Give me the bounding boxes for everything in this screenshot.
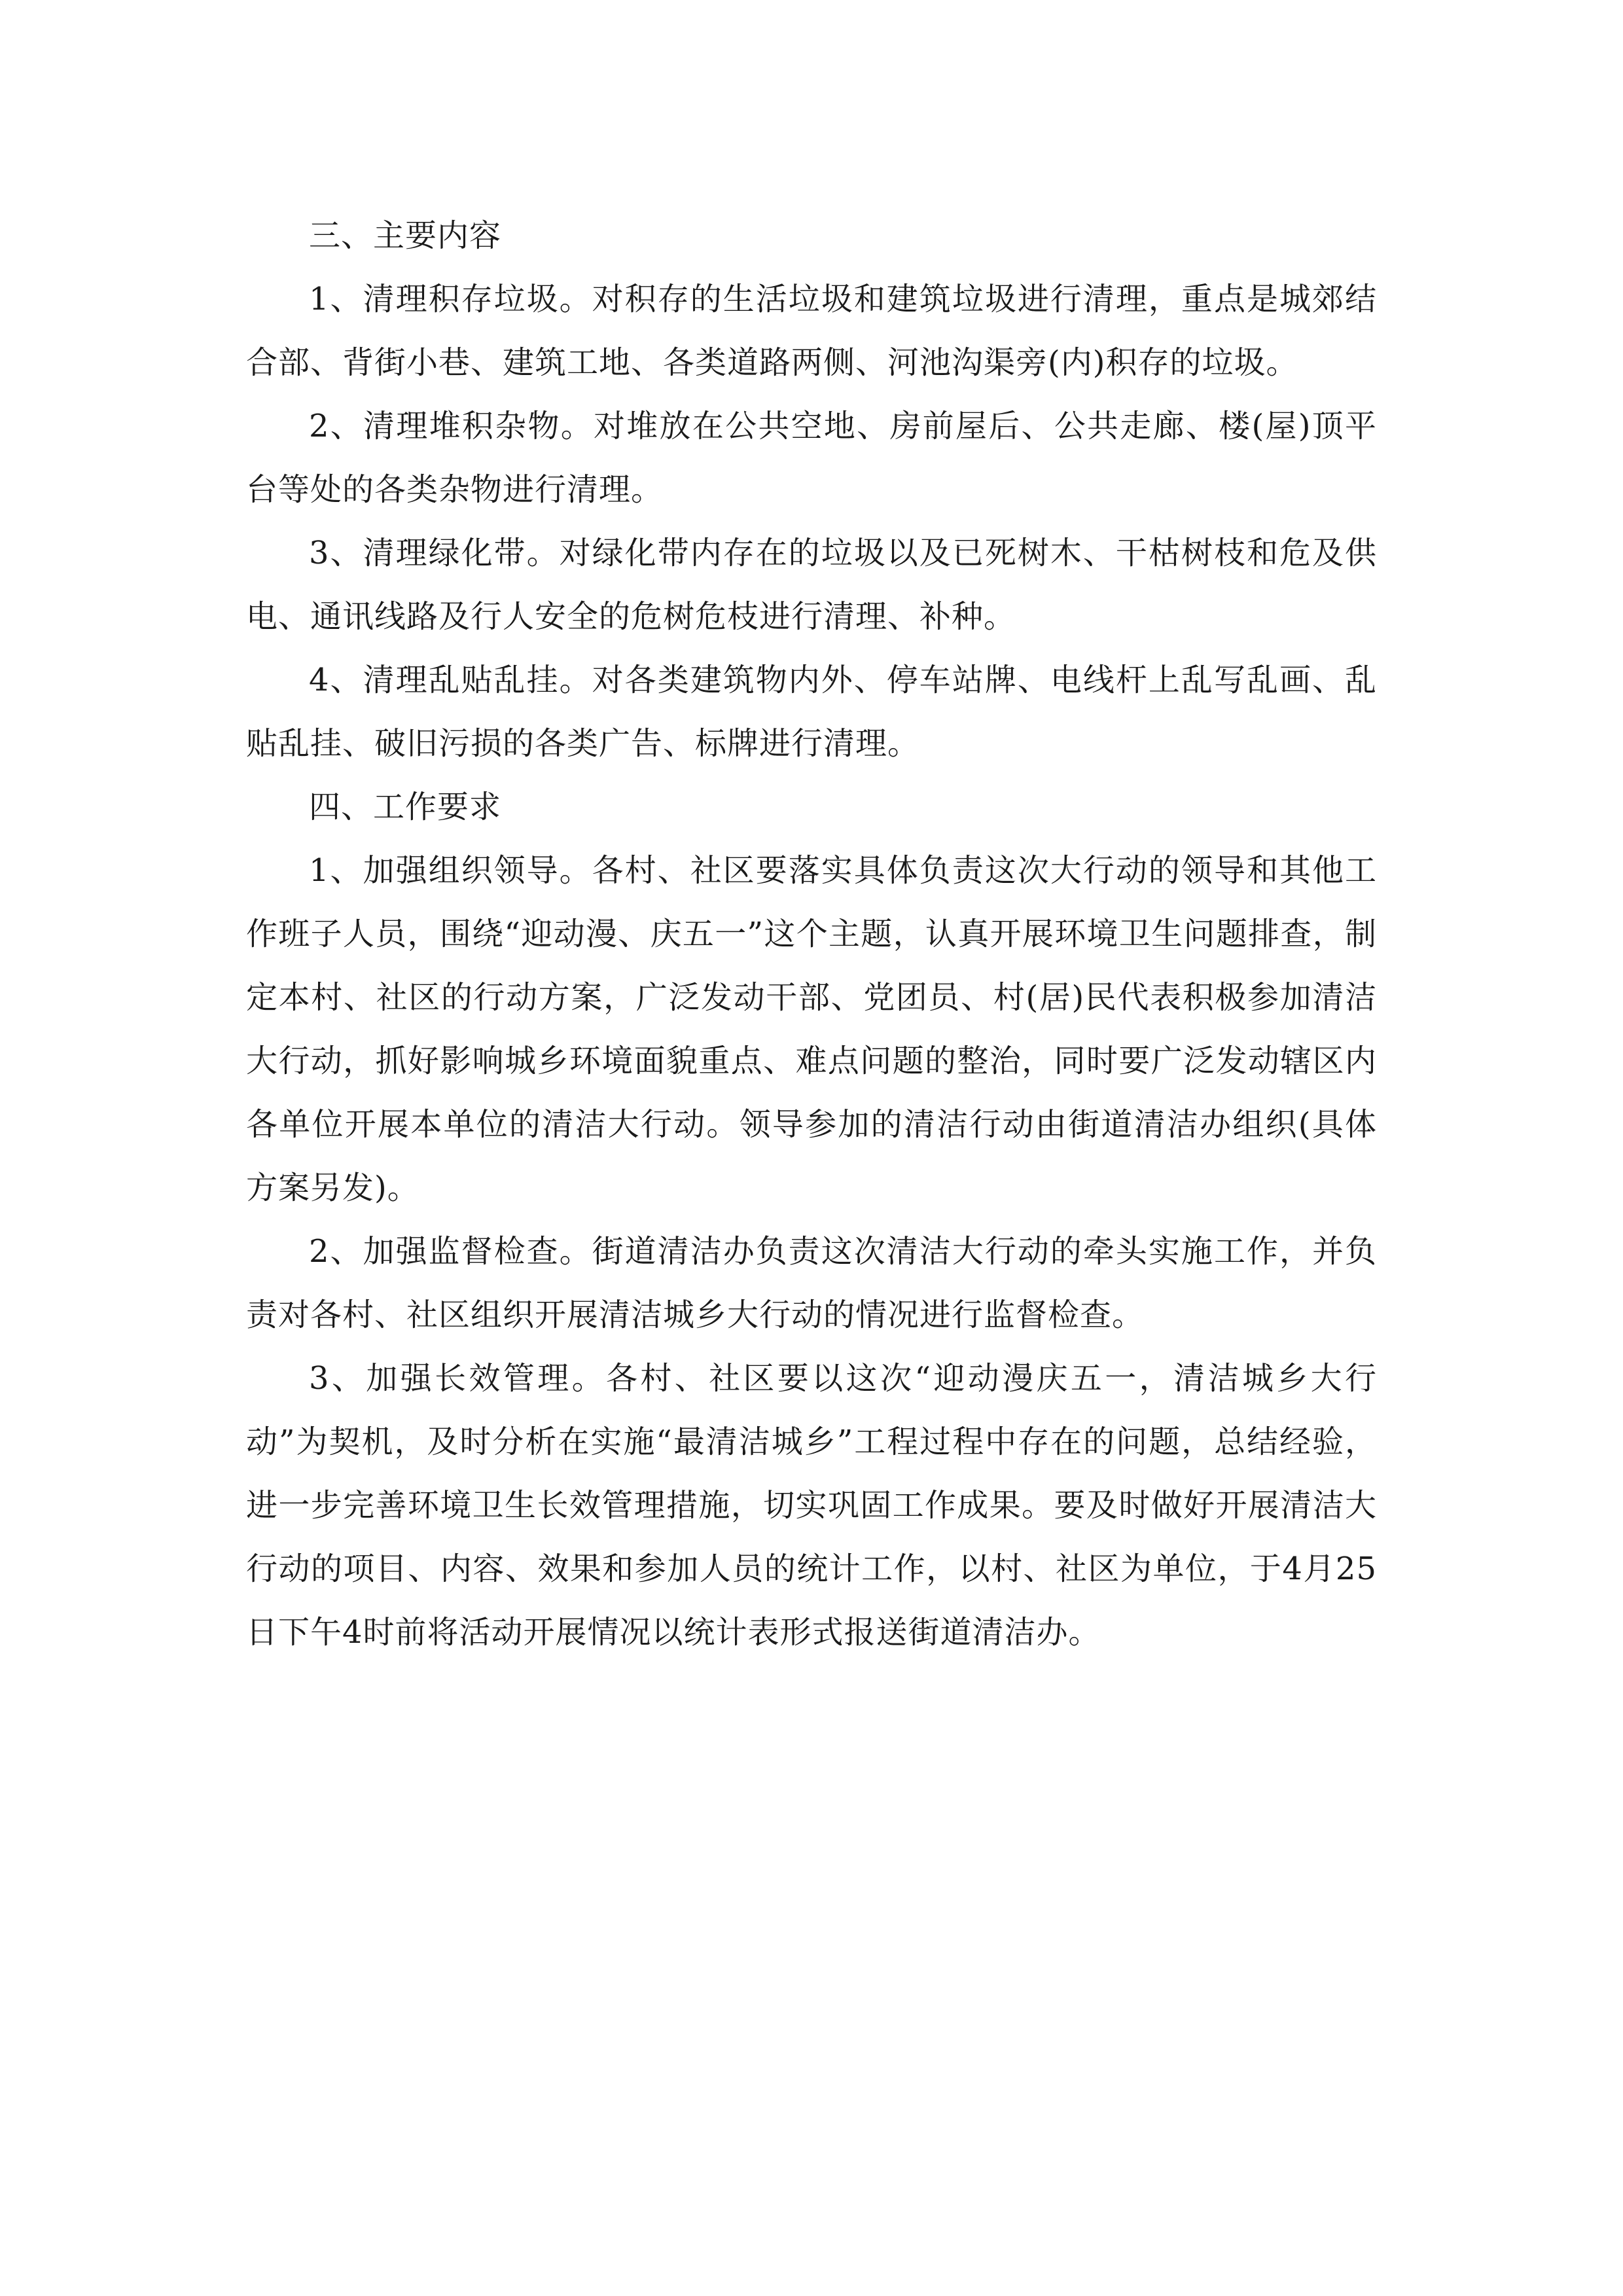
section-heading-main-content: 三、主要内容 [309,217,502,254]
paragraph-clear-garbage: 1、清理积存垃圾。对积存的生活垃圾和建筑垃圾进行清理，重点是城郊结合部、背街小巷、建筑工地、各类道路两侧、河池沟渠旁(内)积存的垃圾。 [246,281,1377,381]
paragraph-organization-leadership: 1、加强组织领导。各村、社区要落实具体负责这次大行动的领导和其他工作班子人员，围绕“迎动漫、庆五一”这个主题，认真开展环境卫生问题排查，制定本村、社区的行动方案，广泛发动干部、党团员、村(居)民代表积极参加清洁大行动，抓好影响城乡环境面貌重点、难点问题的整治，同时要广泛发动辖区内各单位开展本单位的清洁大行动。领导参加的清洁行动由街道清洁办组织(具体方案另发)。 [246,852,1377,1206]
paragraph-clear-green-belt: 3、清理绿化带。对绿化带内存在的垃圾以及已死树木、干枯树枝和危及供电、通讯线路及行人安全的危树危枝进行清理、补种。 [246,535,1377,635]
paragraph-clear-debris: 2、清理堆积杂物。对堆放在公共空地、房前屋后、公共走廊、楼(屋)顶平台等处的各类杂物进行清理。 [246,408,1377,508]
paragraph-long-term-management: 3、加强长效管理。各村、社区要以这次“迎动漫庆五一，清洁城乡大行动”为契机，及时分析在实施“最清洁城乡”工程过程中存在的问题，总结经验，进一步完善环境卫生长效管理措施，切实巩固工作成果。要及时做好开展清洁大行动的项目、内容、效果和参加人员的统计工作，以村、社区为单位，于4月25日下午4时前将活动开展情况以统计表形式报送街道清洁办。 [246,1360,1377,1651]
paragraph-supervision-inspection: 2、加强监督检查。街道清洁办负责这次清洁大行动的牵头实施工作，并负责对各村、社区组织开展清洁城乡大行动的情况进行监督检查。 [246,1233,1377,1333]
section-heading-work-requirements: 四、工作要求 [309,789,502,825]
document-body [246,204,1377,1664]
paragraph-clear-posters: 4、清理乱贴乱挂。对各类建筑物内外、停车站牌、电线杆上乱写乱画、乱贴乱挂、破旧污损的各类广告、标牌进行清理。 [246,662,1377,762]
